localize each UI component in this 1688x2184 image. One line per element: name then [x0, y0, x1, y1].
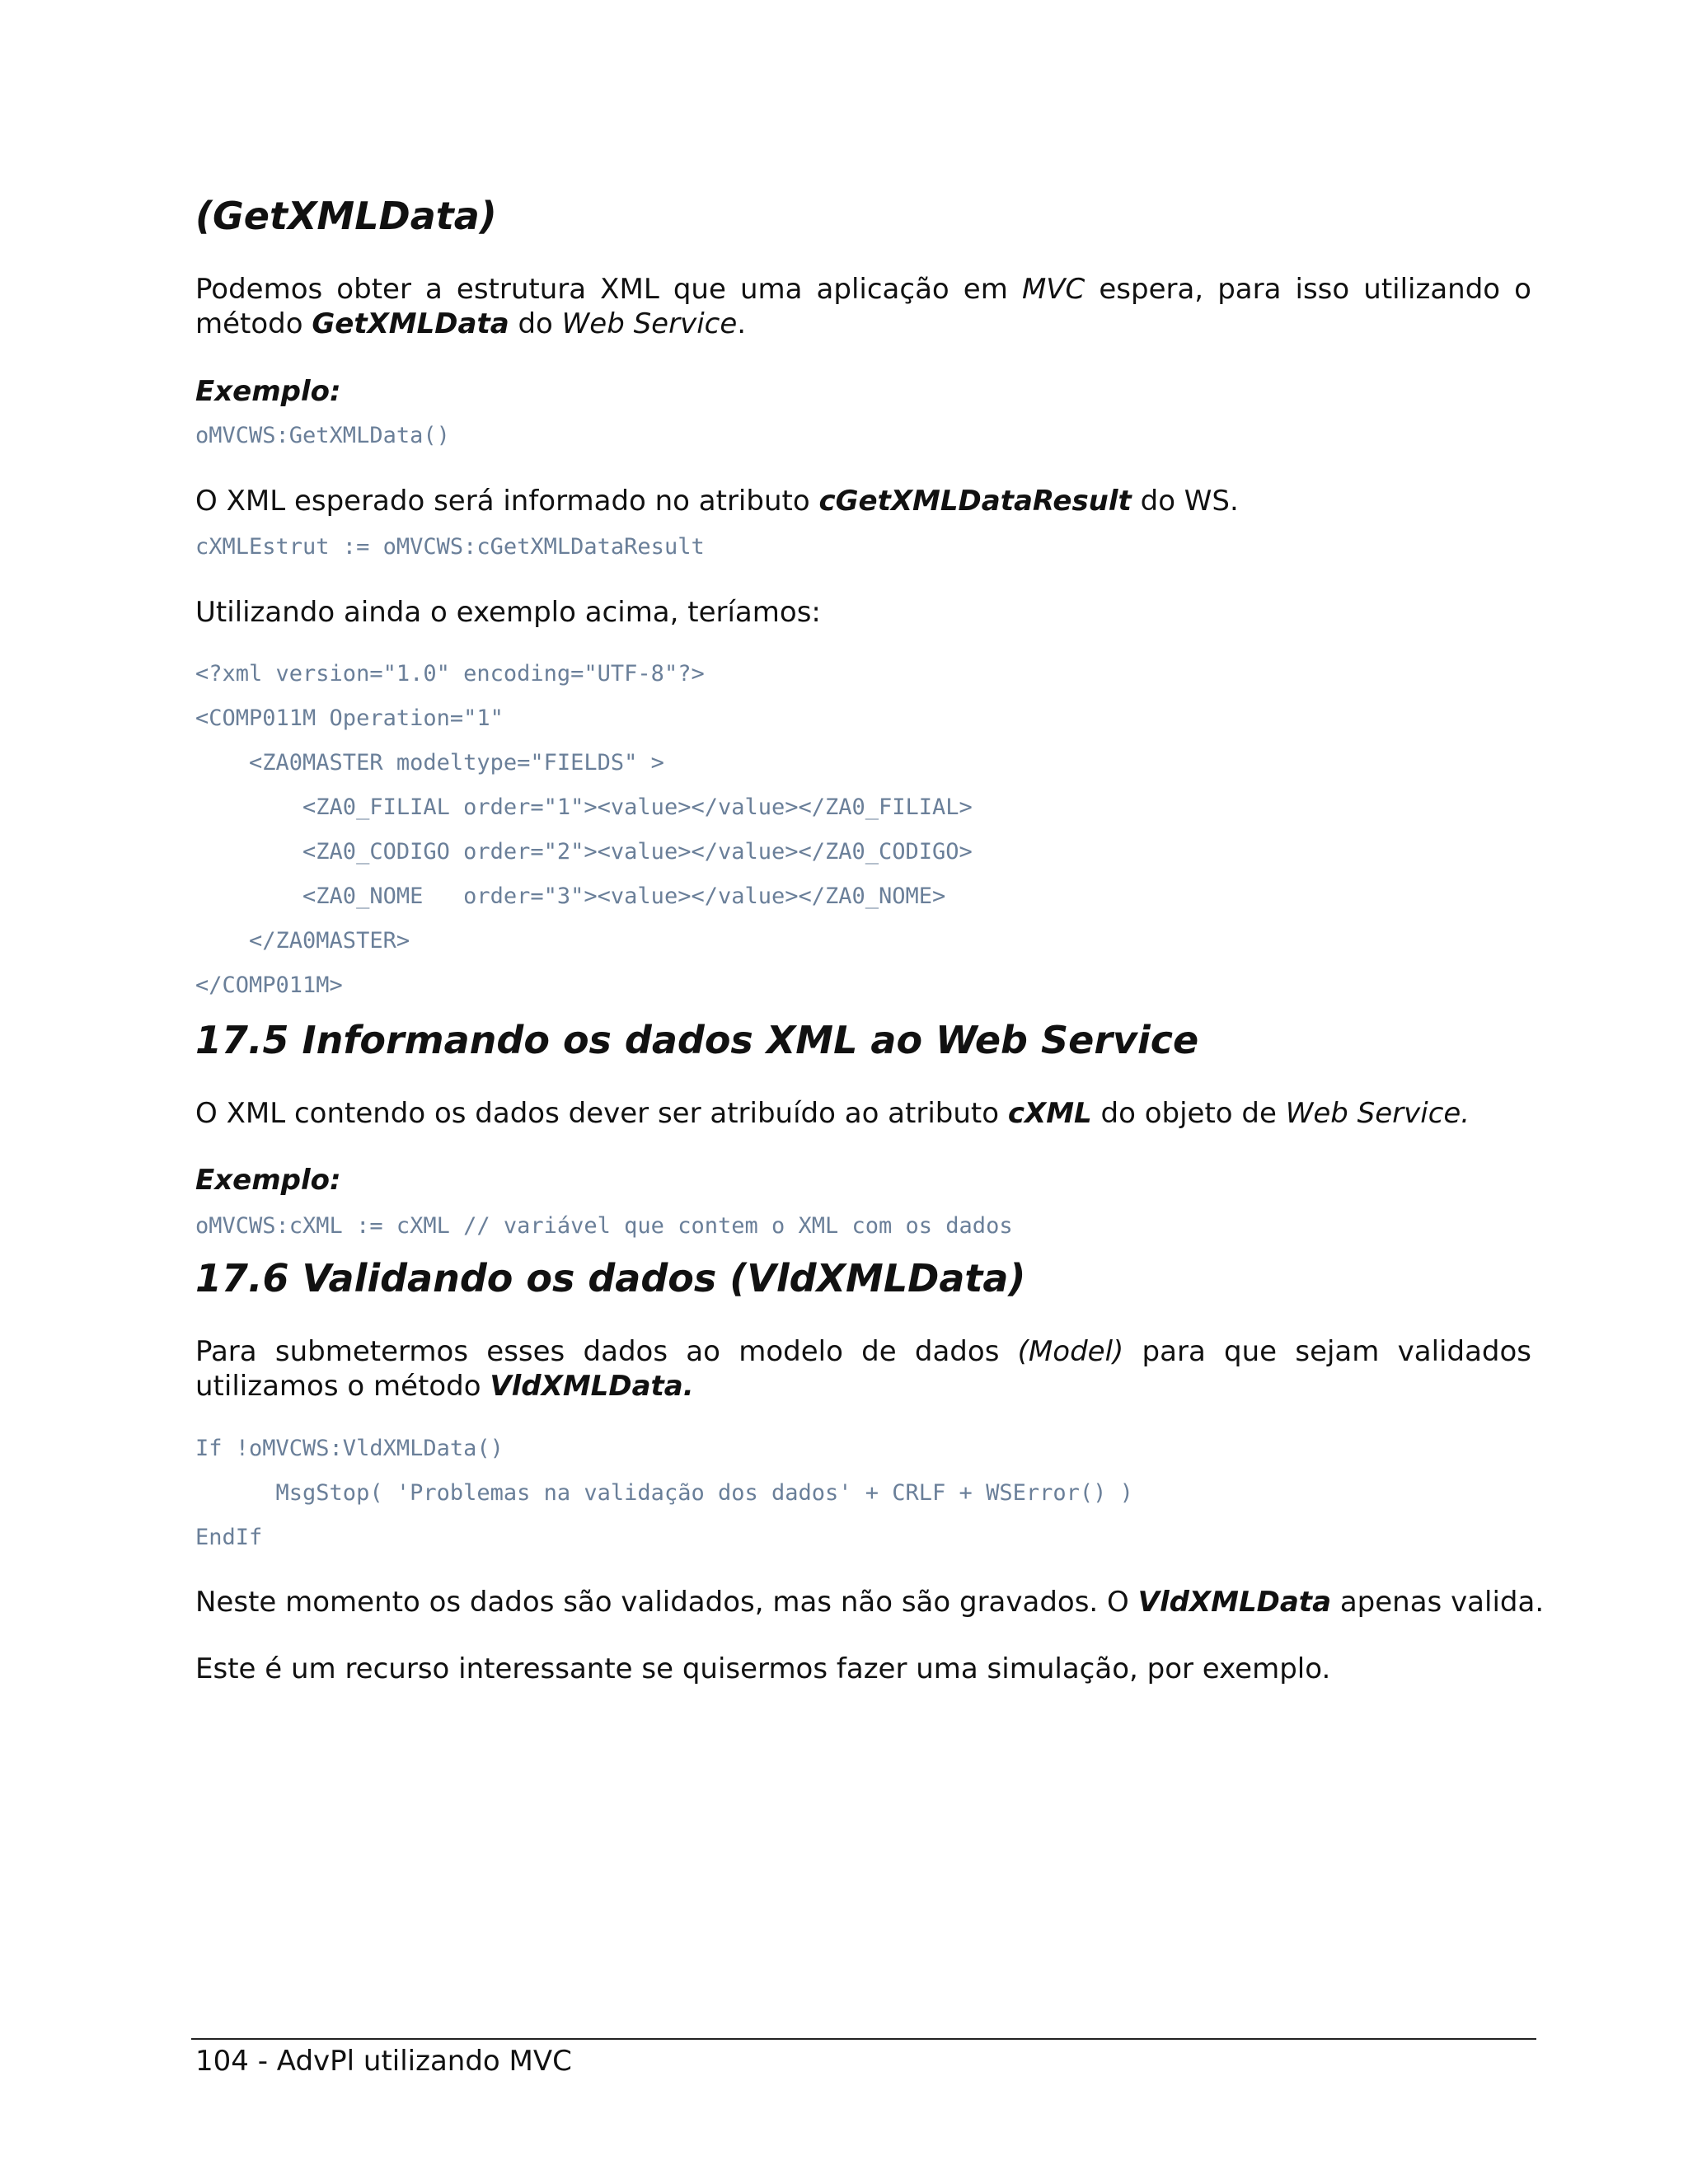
section-17-6-paragraph: Para submetermos esses dados ao modelo de dados (Model) para que sejam validados utilizamos o método VldXMLData. — [195, 1335, 1532, 1403]
xml-line: <ZA0MASTER modeltype="FIELDS" > — [195, 750, 664, 776]
section-heading-17-5: 17.5 Informando os dados XML ao Web Service — [195, 1018, 1199, 1062]
xml-line: </COMP011M> — [195, 972, 343, 998]
example-label: Exemplo: — [195, 375, 341, 408]
example-intro-paragraph: Utilizando ainda o exemplo acima, teríamos: — [195, 596, 821, 629]
xml-line: <ZA0_FILIAL order="1"><value></value></ZA0_FILIAL> — [195, 794, 973, 820]
code-cxml-assignment: oMVCWS:cXML := cXML // variável que contem o XML com os dados — [195, 1213, 1013, 1239]
code-getxmldata-result: cXMLEstrut := oMVCWS:cGetXMLDataResult — [195, 534, 705, 560]
code-line: MsgStop( 'Problemas na validação dos dados' + CRLF + WSError() ) — [195, 1480, 1133, 1506]
getxml-paragraph: Podemos obter a estrutura XML que uma aplicação em MVC espera, para isso utilizando o método GetXMLData do Web Service. — [195, 273, 1531, 340]
code-getxmldata-call: oMVCWS:GetXMLData() — [195, 423, 450, 448]
xml-line: <ZA0_NOME order="3"><value></value></ZA0_NOME> — [195, 883, 946, 909]
section-17-5-paragraph: O XML contendo os dados dever ser atribuído ao atributo cXML do objeto de Web Service. — [195, 1097, 1470, 1130]
example-label: Exemplo: — [195, 1164, 341, 1197]
validation-note-paragraph: Neste momento os dados são validados, mas não são gravados. O VldXMLData apenas valida. — [195, 1586, 1545, 1619]
section-heading-17-6: 17.6 Validando os dados (VldXMLData) — [195, 1256, 1026, 1301]
page-footer: 104 - AdvPl utilizando MVC — [195, 2045, 572, 2078]
xml-line: <ZA0_CODIGO order="2"><value></value></ZA0_CODIGO> — [195, 839, 973, 865]
simulation-note-paragraph: Este é um recurso interessante se quisermos fazer uma simulação, por exemplo. — [195, 1652, 1331, 1685]
xml-line: <COMP011M Operation="1" — [195, 705, 504, 731]
section-heading-getxmldata: (GetXMLData) — [195, 194, 497, 238]
footer-divider — [191, 2038, 1536, 2040]
code-line: EndIf — [195, 1525, 263, 1550]
xml-line: </ZA0MASTER> — [195, 928, 410, 954]
getxml-result-paragraph: O XML esperado será informado no atributo cGetXMLDataResult do WS. — [195, 485, 1239, 518]
code-line: If !oMVCWS:VldXMLData() — [195, 1436, 504, 1461]
xml-line: <?xml version="1.0" encoding="UTF-8"?> — [195, 661, 705, 687]
